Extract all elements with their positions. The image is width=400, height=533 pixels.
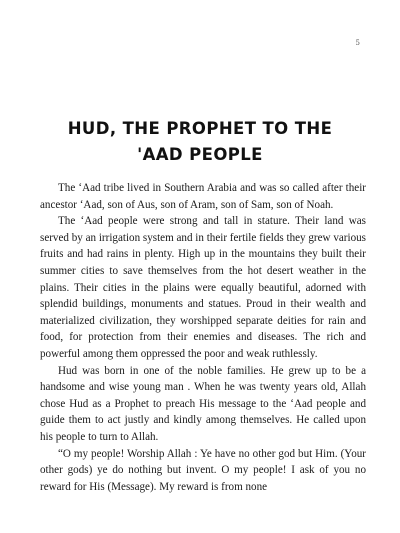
chapter-title-line-2: 'AAD PEOPLE — [137, 145, 263, 164]
page-number: 5 — [355, 39, 360, 47]
paragraph-hud-speech: “O my people! Worship Allah : Ye have no other god but Him. (Your other gods) ye do nothing but invent. O my people! I ask of you no reward for His (Message). My reward is from none — [40, 447, 366, 493]
chapter-title — [40, 116, 360, 168]
chapter-title-line-1: HUD, THE PROPHET TO THE — [67, 119, 333, 138]
paragraph-ancestry: The ‘Aad tribe lived in Southern Arabia and was so called after their ancestor ‘Aad, son of Aus, son of Aram, son of Sam, son of Noah. — [40, 182, 366, 211]
paragraph-hud-birth: Hud was born in one of the noble families. He grew up to be a handsome and wise young man . When he was twenty years old, Allah chose Hud as a Prophet to preach His message to the ‘Aad people and guide them to act justly and kindly among themselves. He called upon his people to turn to Allah. — [40, 364, 366, 443]
paragraph-aad-people: The ‘Aad people were strong and tall in stature. Their land was served by an irrigation system and in their fertile fields they grew various fruits and had rains in plenty. High up in the mountains they built their summer cities to save themselves from the hot desert weather in the plains. Their cities in the plains were equally beautiful, adorned with splendid buildings, monuments and statues. Proud in their wealth and materialized civilization, they worshipped separate deities for rain and food, for protection from their enemies and diseases. The rich and powerful among them oppressed the poor and weak ruthlessly. — [40, 215, 366, 360]
chapter-body — [40, 180, 366, 495]
